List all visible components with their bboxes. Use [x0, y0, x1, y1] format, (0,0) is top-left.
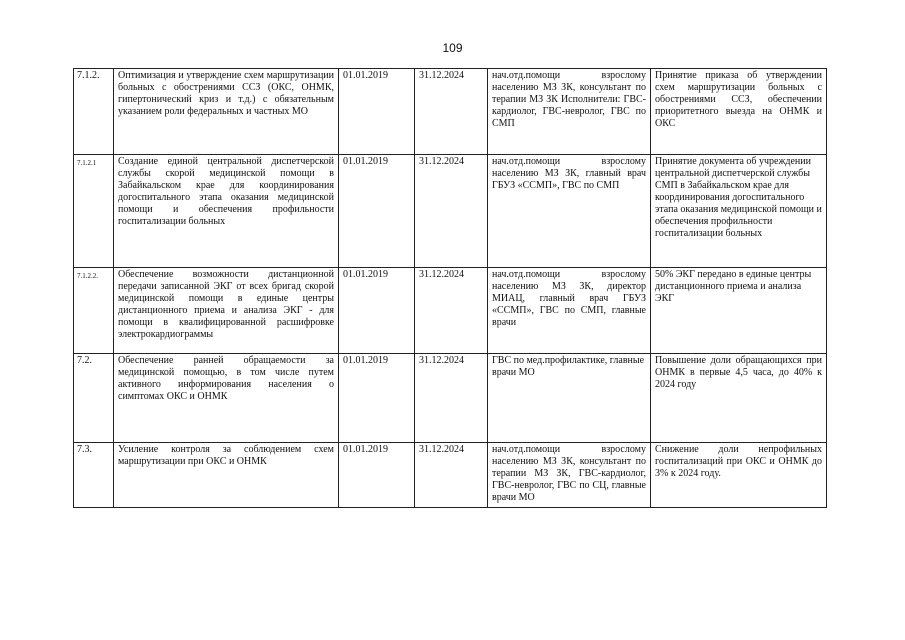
table-row [74, 268, 827, 354]
start-date-cell: 01.01.2019 [339, 155, 415, 268]
end-date-cell: 31.12.2024 [415, 268, 488, 354]
end-date-cell: 31.12.2024 [415, 354, 488, 443]
responsible-cell: нач.отд.помощи взрослому населению МЗ ЗК, консультант по терапии МЗ ЗК, ГВС-кардиолог, ГВС-невролог, ГВС по СЦ, главные врачи МО [488, 443, 651, 508]
table-row [74, 69, 827, 155]
result-cell: Принятие приказа об утверждении схем маршрутизации больных с обострениями ССЗ, обеспечении приоритетного выезда на ОНМК и ОКС [651, 69, 827, 155]
activity-cell: Обеспечение возможности дистанционной передачи записанной ЭКГ от всех бригад скорой медицинской помощи в единые центры дистанционного приема и анализа ЭКГ - для помощи в квалифицированной расшифровке электрокардиограммы [114, 268, 339, 354]
start-date-cell: 01.01.2019 [339, 268, 415, 354]
table-row [74, 155, 827, 268]
table-row [74, 443, 827, 508]
measures-table [73, 68, 827, 508]
activity-cell: Усиление контроля за соблюдением схем маршрутизации при ОКС и ОНМК [114, 443, 339, 508]
row-number: 7.1.2. [74, 69, 114, 155]
page-number: 109 [442, 41, 463, 55]
activity-cell: Обеспечение ранней обращаемости за медицинской помощью, в том числе путем активного информирования населения о симптомах ОКС и ОНМК [114, 354, 339, 443]
end-date-cell: 31.12.2024 [415, 155, 488, 268]
result-cell: Снижение доли непрофильных госпитализаций при ОКС и ОНМК до 3% к 2024 году. [651, 443, 827, 508]
result-cell: Повышение доли обращающихся при ОНМК в первые 4,5 часа, до 40% к 2024 году [651, 354, 827, 443]
row-number: 7.2. [74, 354, 114, 443]
row-number: 7.1.2.2. [74, 268, 114, 354]
result-cell: 50% ЭКГ передано в единые центры дистанционного приема и анализа ЭКГ [651, 268, 827, 354]
responsible-cell: нач.отд.помощи взрослому населению МЗ ЗК, директор МИАЦ, главный врач ГБУЗ «ССМП», ГВС по СМП, главные врачи [488, 268, 651, 354]
responsible-cell: нач.отд.помощи взрослому населению МЗ ЗК, консультант по терапии МЗ ЗК Исполнители: ГВС-кардиолог, ГВС-невролог, ГВС по СМП [488, 69, 651, 155]
responsible-cell: нач.отд.помощи взрослому населению МЗ ЗК, главный врач ГБУЗ «ССМП», ГВС по СМП [488, 155, 651, 268]
start-date-cell: 01.01.2019 [339, 443, 415, 508]
row-number: 7.1.2.1 [74, 155, 114, 268]
table-row [74, 354, 827, 443]
result-cell: Принятие документа об учреждении центральной диспетчерской службы СМП в Забайкальском крае для координирования догоспитального этапа оказания медицинской помощи и обеспечения профильности госпитализации больных [651, 155, 827, 268]
start-date-cell: 01.01.2019 [339, 69, 415, 155]
activity-cell: Оптимизация и утверждение схем маршрутизации больных с обострениями ССЗ (ОКС, ОНМК, гипертонический криз и т.д.) с обязательным указанием роли федеральных и частных МО [114, 69, 339, 155]
row-number: 7.3. [74, 443, 114, 508]
responsible-cell: ГВС по мед.профилактике, главные врачи МО [488, 354, 651, 443]
end-date-cell: 31.12.2024 [415, 443, 488, 508]
start-date-cell: 01.01.2019 [339, 354, 415, 443]
activity-cell: Создание единой центральной диспетчерской службы скорой медицинской помощи в Забайкальском крае для координирования догоспитального этапа оказания медицинской помощи и обеспечения профильности госпитализации больных [114, 155, 339, 268]
end-date-cell: 31.12.2024 [415, 69, 488, 155]
